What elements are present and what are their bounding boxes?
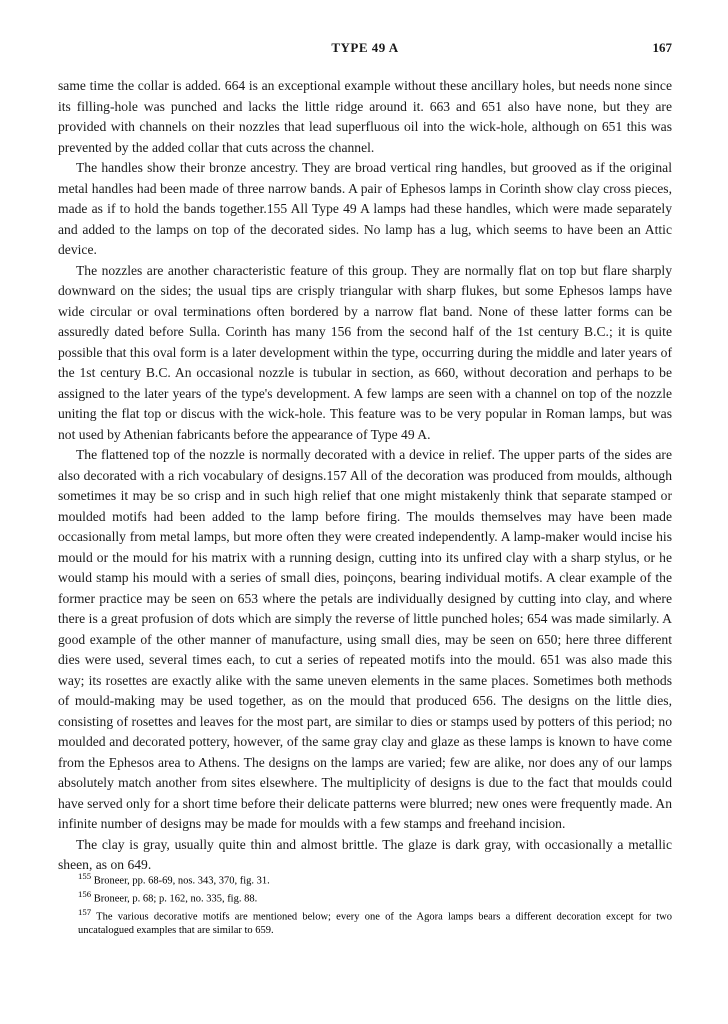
- paragraph-2: The handles show their bronze ancestry. They are broad vertical ring handles, but grooved as if the original metal handles had been made of three narrow bands. A pair of Ephesos lamps in Corinth show clay cross pieces, made as if to hold the bands together.155 All Type 49 A lamps had these handles, which were made separately and added to the lamps on top of the decorated sides. No lamp has a lug, which seems to have been an Attic device.: [58, 160, 672, 257]
- paragraph-5: The clay is gray, usually quite thin and almost brittle. The glaze is dark gray, with occasionally a metallic sheen, as on 649.: [58, 836, 672, 872]
- page-number: 167: [652, 40, 672, 55]
- footnote-number: 156: [78, 889, 92, 899]
- running-header: [58, 40, 672, 62]
- paragraph-3: The nozzles are another characteristic feature of this group. They are normally flat on top but flare sharply downward on the sides; the usual tips are crisply triangular with sharp flukes, but some Ephesos lamps have wide circular or oval terminations often bordered by a narrow flat band. None of these latter forms can be assuredly dated before Sulla. Corinth has many 156 from the second half of the 1st century B.C.; it is quite possible that this oval form is a later development within the type, occurring during the middle and later years of the 1st century B.C. An occasional nozzle is tubular in section, as 660, without decoration and perhaps to be assigned to the later years of the type's development. A few lamps are seen with a channel on top of the nozzle uniting the flat top or discus with the wick-hole. This feature was to be very popular in Roman lamps, but was not used by Athenian fabricants before the appearance of Type 49 A.: [58, 262, 672, 442]
- footnote-156: [78, 888, 672, 906]
- footnotes: [78, 870, 672, 938]
- footnote-text: Broneer, pp. 68-69, nos. 343, 370, fig. 31.: [93, 875, 270, 887]
- paragraph-1: same time the collar is added. 664 is an exceptional example without these ancillary holes, but needs none since its filling-hole was punched and lacks the little ridge around it. 663 and 651 also have none, but they are provided with channels on their nozzles that lead superfluous oil into the wick-hole, although on 651 this was prevented by the added collar that cuts across the channel.: [58, 78, 672, 155]
- footnote-155: [78, 870, 672, 888]
- running-title: TYPE 49 A: [331, 40, 399, 55]
- footnote-number: 155: [78, 871, 92, 881]
- paragraph-4: The flattened top of the nozzle is normally decorated with a device in relief. The upper parts of the sides are also decorated with a rich vocabulary of designs.157 All of the decoration was produced from moulds, although sometimes it may be so crisp and in such high relief that one might mistakenly think that separate stamped or moulded motifs had been added to the lamp before firing. The moulds themselves may have been made occasionally from metal lamps, but more often they were created independently. A lamp-maker would incise his mould or the mould for his matrix with a running design, cutting into its unfired clay with a sharp stylus, or he would stamp his mould with a series of small dies, poinçons, bearing individual motifs. A clear example of the former practice may be seen on 653 where the petals are individually designed by cutting into clay, and where there is a great profusion of dots which are simply the reverse of little punched holes; 654 was made similarly. A good example of the other manner of manufacture, using small dies, may be seen on 650; here three different dies were used, several times each, to cut a series of repeated motifs into the mould. 651 was also made this way; its rosettes are exactly alike with the same uneven elements in the same places. Sometimes both methods of mould-making may be used together, as on the mould that produced 656. The designs on the little dies, consisting of rosettes and leaves for the most part, are similar to dies or stamps used by potters of this period; no moulded and decorated pottery, however, of the same gray clay and glaze as these lamps is known to have come from the Ephesos area to Athens. The designs on the lamps are varied; few are alike, nor does any of our lamps absolutely match another from sites elsewhere. The multiplicity of designs is due to the fact that moulds could have served only for a short time before their delicate patterns were blurred; new ones were frequently made. An infinite number of designs may be made for moulds with a few stamps and freehand incision.: [58, 447, 672, 831]
- page: [58, 40, 672, 876]
- footnote-157: [78, 906, 672, 938]
- footnote-number: 157: [78, 907, 92, 917]
- footnote-text: Broneer, p. 68; p. 162, no. 335, fig. 88.: [93, 893, 258, 905]
- body-text: [58, 76, 672, 876]
- footnote-text: The various decorative motifs are mentioned below; every one of the Agora lamps bears a different decoration except for two uncatalogued examples that are similar to 659.: [78, 911, 672, 936]
